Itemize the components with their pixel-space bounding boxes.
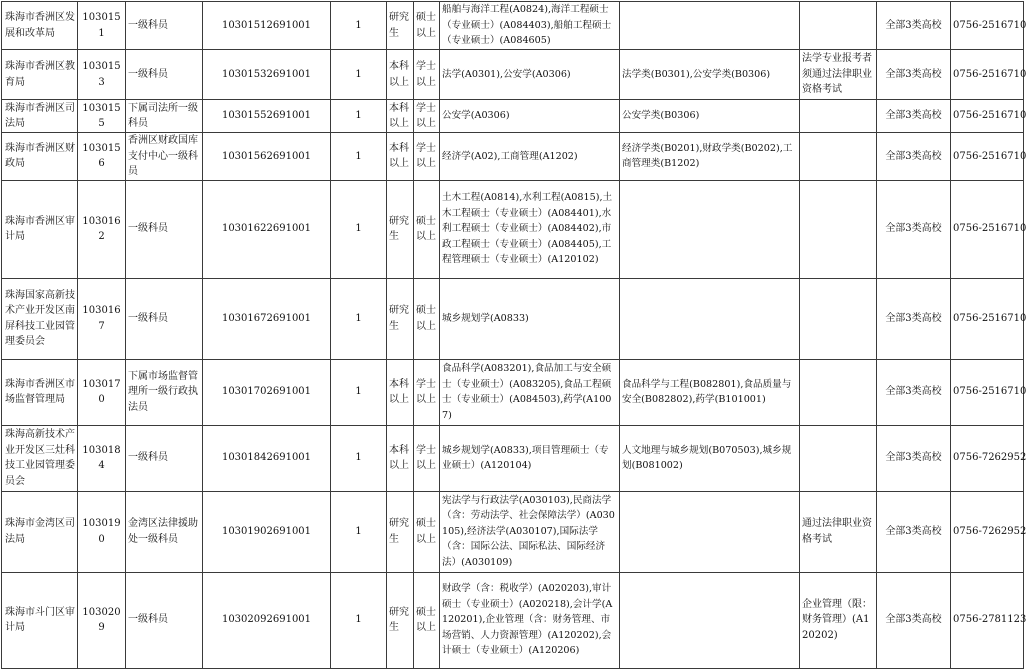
other-req-cell: [800, 133, 877, 181]
other-req-cell: [800, 278, 877, 359]
headcount-cell: 1: [331, 2, 387, 50]
dept-cell: 珠海市斗门区审计局: [2, 572, 78, 668]
table-row: [2, 133, 1024, 181]
grad-major-cell: 城乡规划学(A0833),项目管理硕士（专业硕士）(A120104): [440, 425, 620, 491]
headcount-cell: 1: [331, 100, 387, 133]
source-cell: 全部3类高校: [877, 491, 951, 572]
table-row: [2, 425, 1024, 491]
phone-cell: 0756-2516710: [951, 133, 1024, 181]
education-cell: 本科以上: [387, 100, 414, 133]
phone-cell: 0756-2516710: [951, 278, 1024, 359]
phone-cell: 0756-2516710: [951, 100, 1024, 133]
other-req-cell: [800, 2, 877, 50]
position-cell: 一级科员: [126, 572, 203, 668]
position-cell: 一级科员: [126, 180, 203, 278]
phone-cell: 0756-2516710: [951, 180, 1024, 278]
degree-cell: 学士以上: [414, 359, 440, 425]
position-code-cell: 10302092691001: [203, 572, 331, 668]
table-row: [2, 50, 1024, 100]
headcount-cell: 1: [331, 50, 387, 100]
source-cell: 全部3类高校: [877, 133, 951, 181]
ug-major-cell: [620, 278, 800, 359]
dept-code-cell: 1030153: [78, 50, 126, 100]
dept-cell: 珠海市香洲区市场监督管理局: [2, 359, 78, 425]
phone-cell: 0756-2516710: [951, 359, 1024, 425]
position-code-cell: 10301562691001: [203, 133, 331, 181]
source-cell: 全部3类高校: [877, 50, 951, 100]
degree-cell: 学士以上: [414, 425, 440, 491]
ug-major-cell: [620, 572, 800, 668]
headcount-cell: 1: [331, 278, 387, 359]
degree-cell: 硕士以上: [414, 2, 440, 50]
dept-cell: 珠海市香洲区教育局: [2, 50, 78, 100]
position-cell: 一级科员: [126, 425, 203, 491]
education-cell: 本科以上: [387, 425, 414, 491]
dept-code-cell: 1030155: [78, 100, 126, 133]
source-cell: 全部3类高校: [877, 180, 951, 278]
education-cell: 研究生: [387, 491, 414, 572]
education-cell: 本科以上: [387, 359, 414, 425]
phone-cell: 0756-2781123: [951, 572, 1024, 668]
position-cell: 下属市场监督管理所一级行政执法员: [126, 359, 203, 425]
ug-major-cell: 经济学类(B0201),财政学类(B0202),工商管理类(B1202): [620, 133, 800, 181]
grad-major-cell: 食品科学(A083201),食品加工与安全硕士（专业硕士）(A083205),食品工程硕士（专业硕士）(A084503),药学(A1007): [440, 359, 620, 425]
table-row: [2, 180, 1024, 278]
headcount-cell: 1: [331, 425, 387, 491]
dept-code-cell: 1030162: [78, 180, 126, 278]
degree-cell: 学士以上: [414, 133, 440, 181]
source-cell: 全部3类高校: [877, 278, 951, 359]
dept-cell: 珠海市香洲区审计局: [2, 180, 78, 278]
job-table: [1, 1, 1024, 669]
position-cell: 一级科员: [126, 50, 203, 100]
dept-cell: 珠海市金湾区司法局: [2, 491, 78, 572]
table-row: [2, 359, 1024, 425]
headcount-cell: 1: [331, 133, 387, 181]
ug-major-cell: 人文地理与城乡规划(B070503),城乡规划(B081002): [620, 425, 800, 491]
dept-cell: 珠海高新技术产业开发区三灶科技工业园管理委员会: [2, 425, 78, 491]
grad-major-cell: 城乡规划学(A0833): [440, 278, 620, 359]
source-cell: 全部3类高校: [877, 572, 951, 668]
table-row: [2, 278, 1024, 359]
grad-major-cell: 公安学(A0306): [440, 100, 620, 133]
other-req-cell: [800, 425, 877, 491]
degree-cell: 硕士以上: [414, 491, 440, 572]
ug-major-cell: 法学类(B0301),公安学类(B0306): [620, 50, 800, 100]
position-code-cell: 10301552691001: [203, 100, 331, 133]
ug-major-cell: [620, 180, 800, 278]
other-req-cell: [800, 180, 877, 278]
dept-code-cell: 1030209: [78, 572, 126, 668]
dept-cell: 珠海市香洲区财政局: [2, 133, 78, 181]
dept-cell: 珠海市香洲区司法局: [2, 100, 78, 133]
position-cell: 香洲区财政国库支付中心一级科员: [126, 133, 203, 181]
other-req-cell: 法学专业报考者须通过法律职业资格考试: [800, 50, 877, 100]
ug-major-cell: [620, 2, 800, 50]
table-row: [2, 491, 1024, 572]
source-cell: 全部3类高校: [877, 359, 951, 425]
other-req-cell: 企业管理（限：财务管理）(A120202): [800, 572, 877, 668]
dept-code-cell: 1030156: [78, 133, 126, 181]
position-code-cell: 10301902691001: [203, 491, 331, 572]
ug-major-cell: 食品科学与工程(B082801),食品质量与安全(B082802),药学(B101001): [620, 359, 800, 425]
position-cell: 一级科员: [126, 2, 203, 50]
position-cell: 一级科员: [126, 278, 203, 359]
headcount-cell: 1: [331, 572, 387, 668]
dept-code-cell: 1030184: [78, 425, 126, 491]
grad-major-cell: 土木工程(A0814),水利工程(A0815),土木工程硕士（专业硕士）(A084401),水利工程硕士（专业硕士）(A084402),市政工程硕士（专业硕士）(A084405),工程管理硕士（专业硕士）(A120102): [440, 180, 620, 278]
headcount-cell: 1: [331, 359, 387, 425]
position-cell: 金湾区法律援助处一级科员: [126, 491, 203, 572]
position-code-cell: 10301532691001: [203, 50, 331, 100]
degree-cell: 硕士以上: [414, 180, 440, 278]
degree-cell: 硕士以上: [414, 572, 440, 668]
other-req-cell: [800, 359, 877, 425]
position-code-cell: 10301842691001: [203, 425, 331, 491]
dept-cell: 珠海市香洲区发展和改革局: [2, 2, 78, 50]
degree-cell: 学士以上: [414, 50, 440, 100]
position-code-cell: 10301622691001: [203, 180, 331, 278]
grad-major-cell: 财政学（含：税收学）(A020203),审计硕士（专业硕士）(A020218),会计学(A120201),企业管理（含：财务管理、市场营销、人力资源管理）(A120202),会计硕士（专业硕士）(A120206): [440, 572, 620, 668]
grad-major-cell: 船舶与海洋工程(A0824),海洋工程硕士（专业硕士）(A084403),船舶工程硕士（专业硕士）(A084605): [440, 2, 620, 50]
source-cell: 全部3类高校: [877, 2, 951, 50]
grad-major-cell: 经济学(A02),工商管理(A1202): [440, 133, 620, 181]
phone-cell: 0756-7262952: [951, 491, 1024, 572]
education-cell: 研究生: [387, 2, 414, 50]
degree-cell: 学士以上: [414, 100, 440, 133]
education-cell: 研究生: [387, 278, 414, 359]
position-code-cell: 10301512691001: [203, 2, 331, 50]
education-cell: 本科以上: [387, 133, 414, 181]
grad-major-cell: 宪法学与行政法学(A030103),民商法学（含：劳动法学、社会保障法学）(A030105),经济法学(A030107),国际法学（含：国际公法、国际私法、国际经济法）(A030109): [440, 491, 620, 572]
source-cell: 全部3类高校: [877, 425, 951, 491]
education-cell: 本科以上: [387, 50, 414, 100]
ug-major-cell: 公安学类(B0306): [620, 100, 800, 133]
headcount-cell: 1: [331, 491, 387, 572]
dept-code-cell: 1030190: [78, 491, 126, 572]
source-cell: 全部3类高校: [877, 100, 951, 133]
phone-cell: 0756-2516710: [951, 2, 1024, 50]
other-req-cell: [800, 100, 877, 133]
other-req-cell: 通过法律职业资格考试: [800, 491, 877, 572]
grad-major-cell: 法学(A0301),公安学(A0306): [440, 50, 620, 100]
phone-cell: 0756-2516710: [951, 50, 1024, 100]
dept-code-cell: 1030167: [78, 278, 126, 359]
position-cell: 下属司法所一级科员: [126, 100, 203, 133]
table-row: [2, 2, 1024, 50]
phone-cell: 0756-7262952: [951, 425, 1024, 491]
dept-cell: 珠海国家高新技术产业开发区南屏科技工业园管理委员会: [2, 278, 78, 359]
table-row: [2, 100, 1024, 133]
education-cell: 研究生: [387, 180, 414, 278]
position-code-cell: 10301672691001: [203, 278, 331, 359]
ug-major-cell: [620, 491, 800, 572]
degree-cell: 硕士以上: [414, 278, 440, 359]
headcount-cell: 1: [331, 180, 387, 278]
education-cell: 研究生: [387, 572, 414, 668]
position-code-cell: 10301702691001: [203, 359, 331, 425]
table-row: [2, 572, 1024, 668]
dept-code-cell: 1030170: [78, 359, 126, 425]
dept-code-cell: 1030151: [78, 2, 126, 50]
